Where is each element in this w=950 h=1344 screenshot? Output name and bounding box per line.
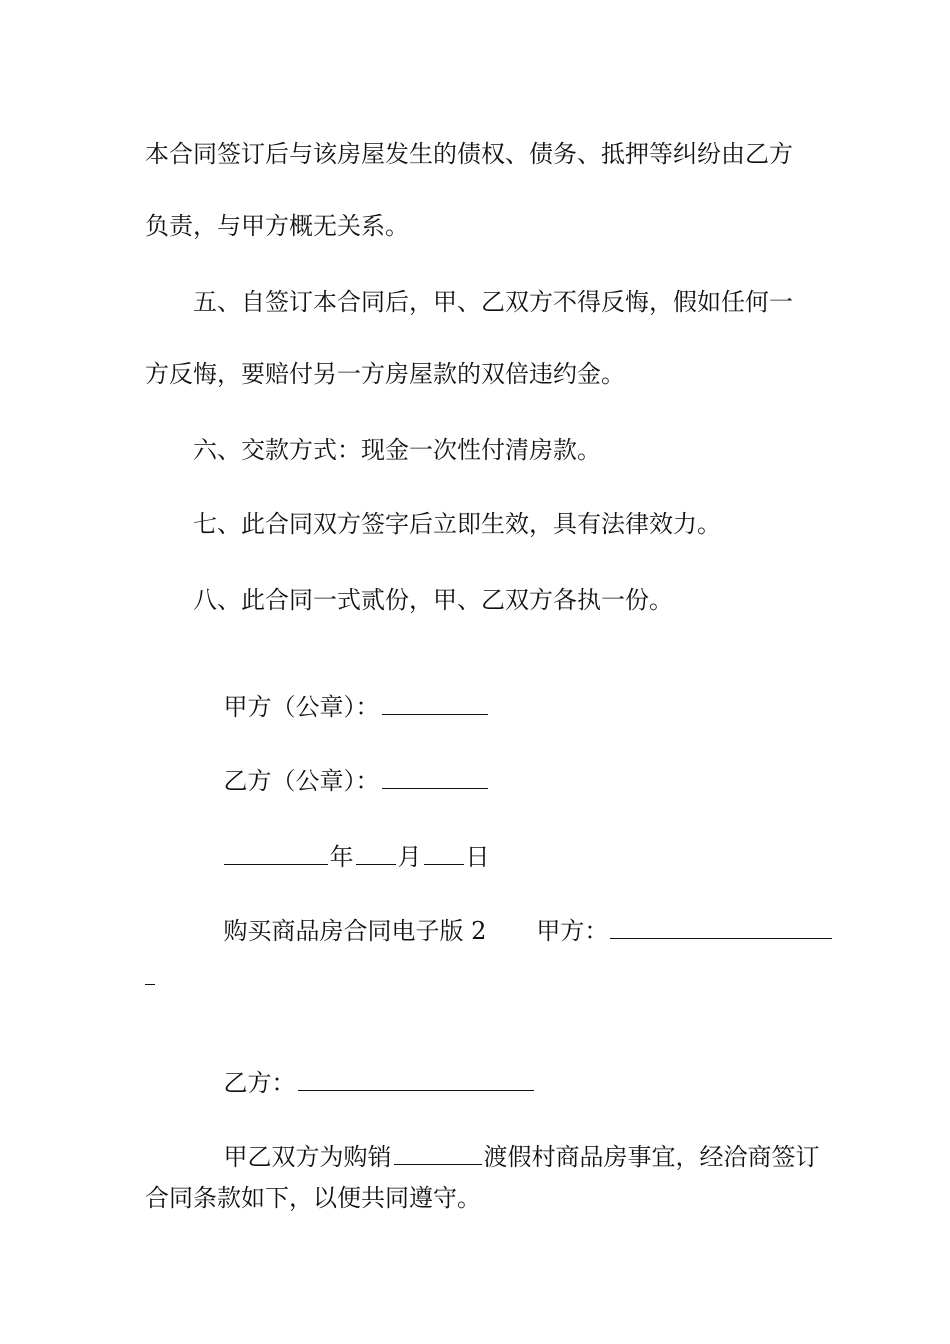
intro-line2: 合同条款如下，以便共同遵守。 [145, 1184, 481, 1212]
clause-six: 六、交款方式：现金一次性付清房款。 [193, 436, 601, 464]
party-a-blank-overflow [145, 984, 155, 985]
year-label: 年 [329, 843, 354, 871]
day-label: 日 [465, 843, 490, 871]
party-a-label: 甲方： [536, 917, 609, 945]
paragraph-line: 本合同签订后与该房屋发生的债权、债务、抵押等纠纷由乙方 [145, 140, 793, 168]
signature-party-b-blank [382, 764, 488, 789]
party-b-label: 乙方： [223, 1069, 296, 1097]
signature-party-b-label: 乙方（公章）： [223, 767, 380, 795]
resort-name-blank [394, 1140, 482, 1165]
clause-five-line2: 方反悔，要赔付另一方房屋款的双倍违约金。 [145, 360, 625, 388]
clause-seven: 七、此合同双方签字后立即生效，具有法律效力。 [193, 510, 721, 538]
second-contract-title: 购买商品房合同电子版 2 [223, 917, 487, 945]
paragraph-line: 负责，与甲方概无关系。 [145, 212, 409, 240]
year-blank [224, 840, 328, 865]
intro-part2: 渡假村商品房事宜，经洽商签订 [483, 1143, 820, 1171]
signature-party-a-label: 甲方（公章）： [223, 693, 380, 721]
month-blank [356, 840, 396, 865]
party-b-blank [298, 1066, 534, 1091]
month-label: 月 [397, 843, 422, 871]
clause-five-line1: 五、自签订本合同后，甲、乙双方不得反悔，假如任何一 [193, 288, 793, 316]
day-blank [424, 840, 464, 865]
second-contract-heading [193, 882, 810, 979]
party-a-blank [610, 914, 832, 939]
intro-part1: 甲乙双方为购销 [223, 1143, 392, 1171]
signature-party-a-blank [382, 690, 488, 715]
clause-eight: 八、此合同一式贰份，甲、乙双方各执一份。 [193, 586, 673, 614]
